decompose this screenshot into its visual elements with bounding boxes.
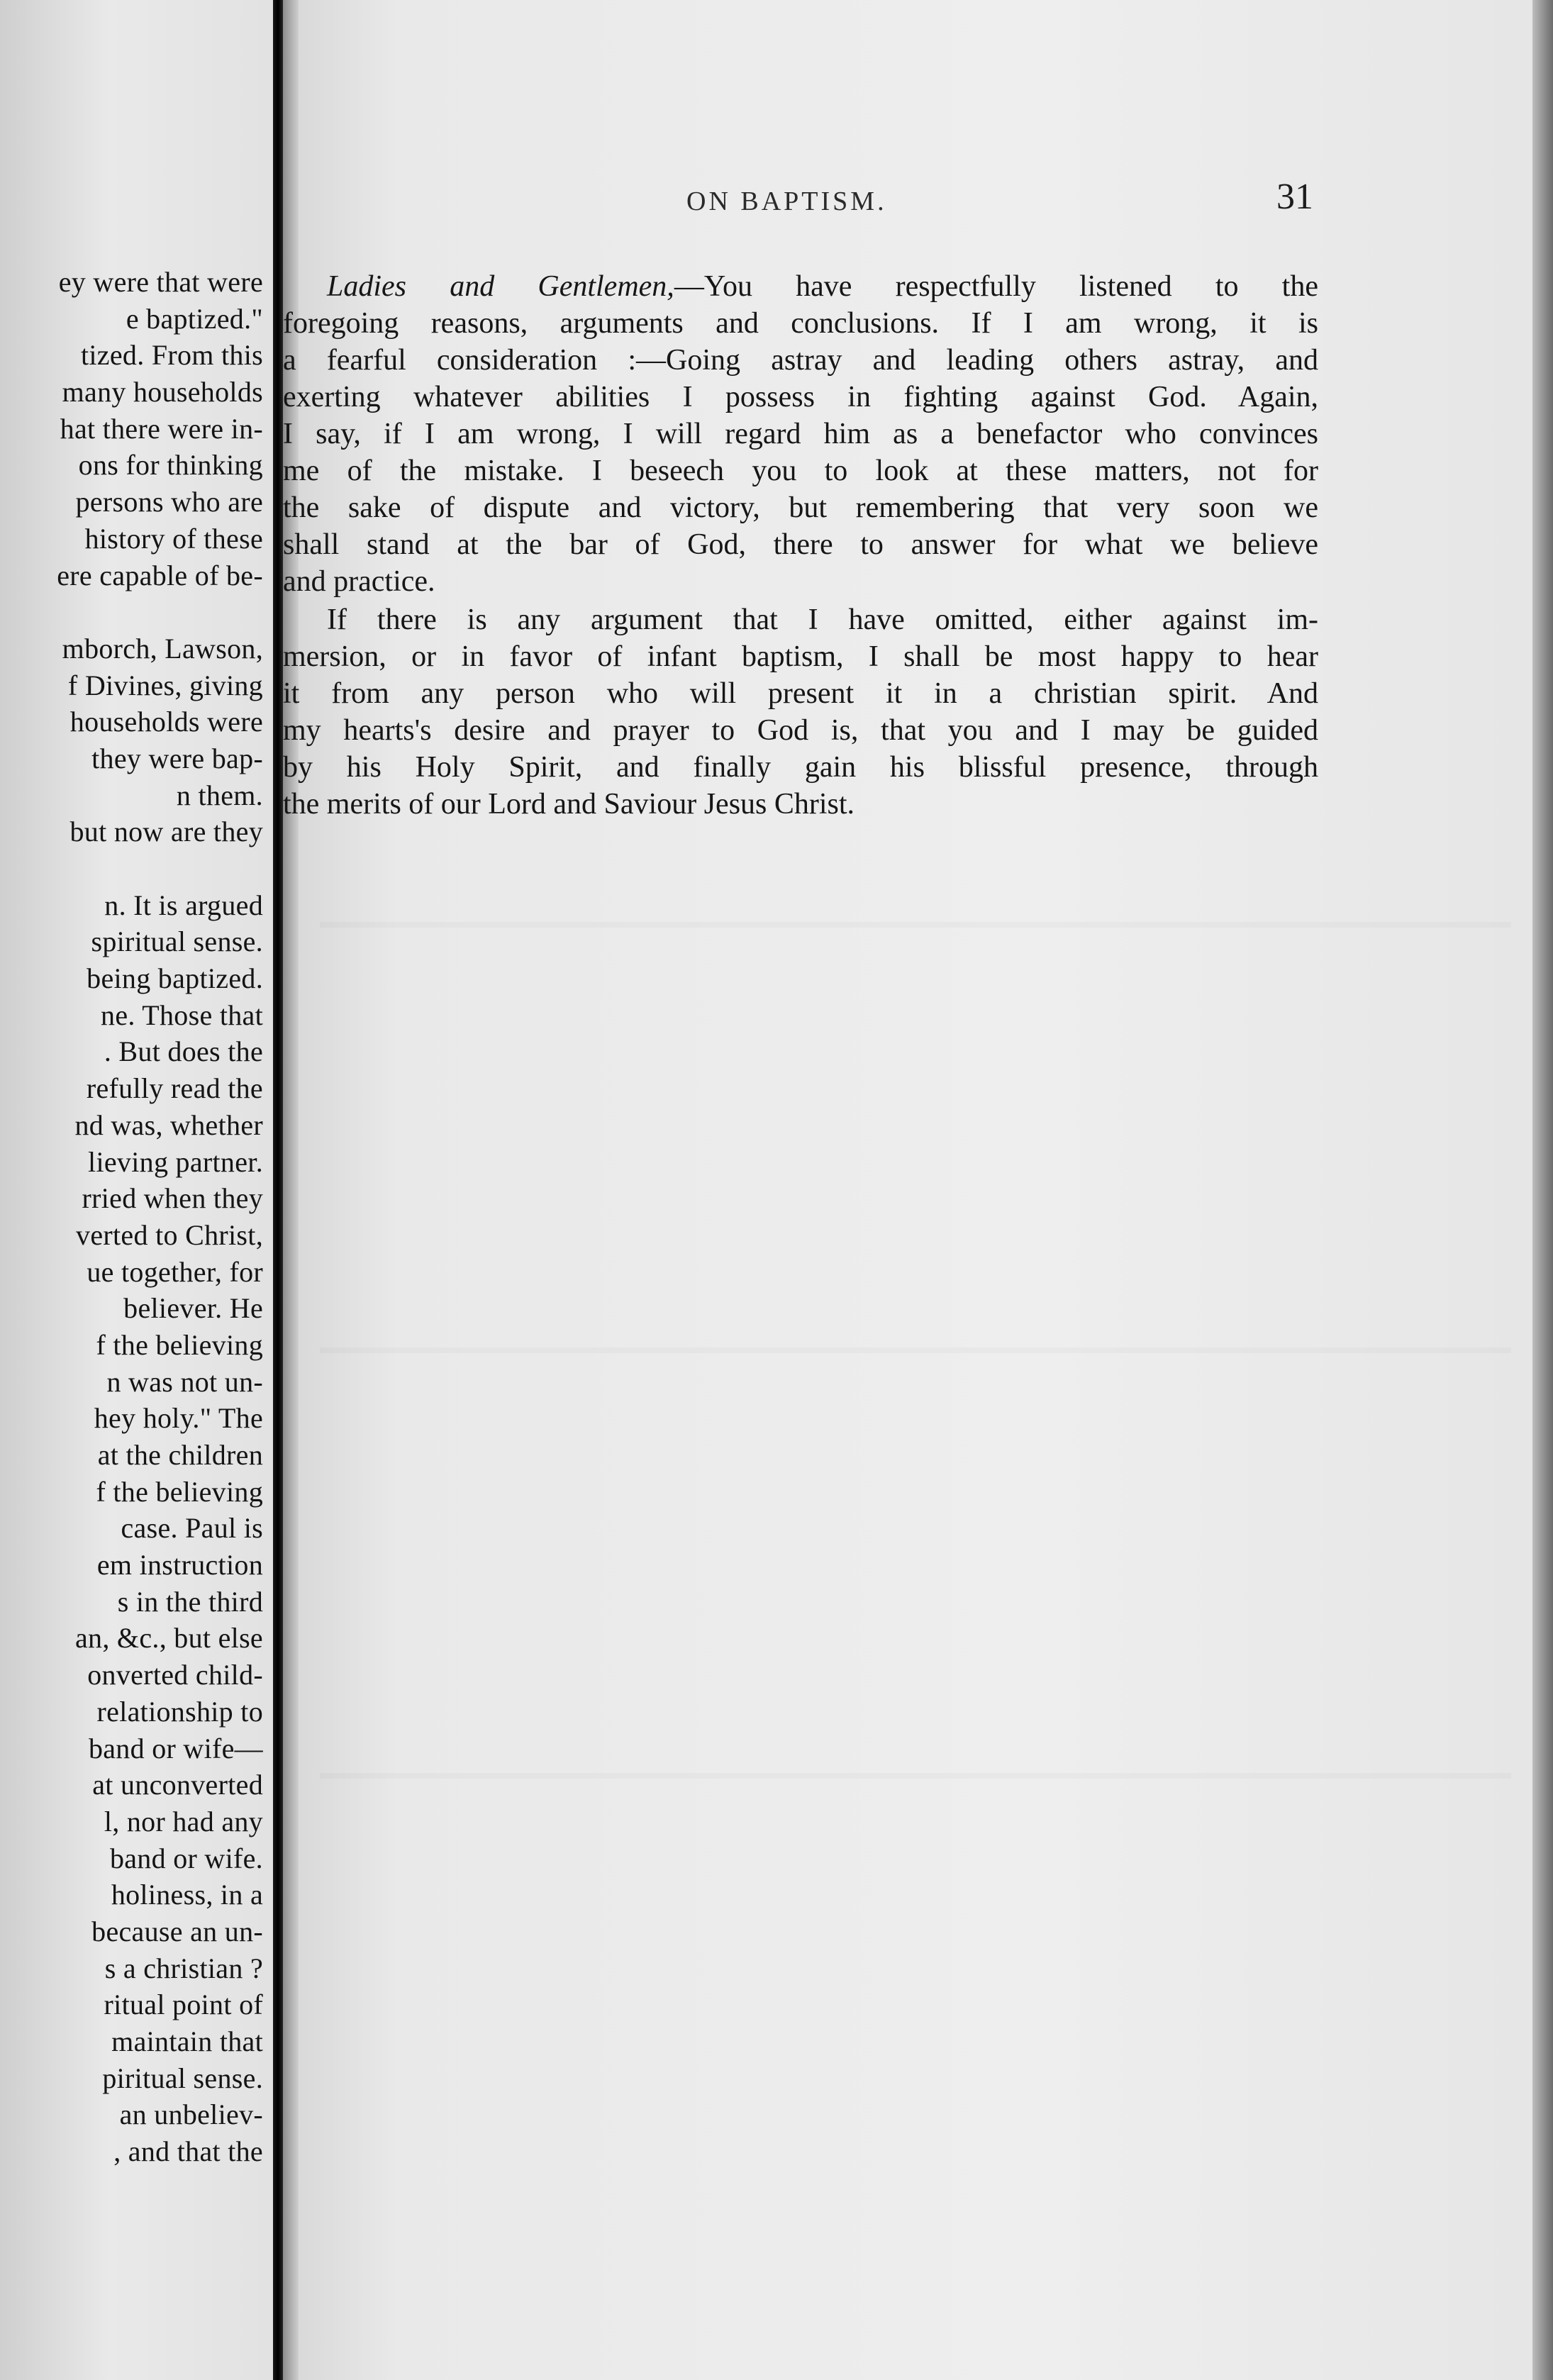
left-page-line: households were [69, 706, 263, 738]
left-page-line: ue together, for [87, 1255, 263, 1288]
text-line [283, 268, 1318, 305]
text-line: the sake of dispute and victory, but remembering that very soon we [283, 491, 1318, 524]
book-gutter [273, 0, 283, 2380]
left-page-line: lieving partner. [88, 1145, 263, 1178]
left-page-line [8, 850, 263, 887]
paragraph-2 [283, 601, 1318, 823]
text-line: foregoing reasons, arguments and conclusions. If I am wrong, it is [283, 307, 1318, 340]
left-page-line: an, &c., but else [74, 1622, 263, 1655]
left-page-line: f the believing [96, 1475, 263, 1508]
left-page-line: e baptized." [126, 302, 263, 335]
paragraph-1 [283, 268, 1318, 600]
left-page-line: piritual sense. [102, 2062, 263, 2094]
left-page-line: mborch, Lawson, [62, 632, 263, 664]
left-page-line: believer. He [123, 1292, 263, 1325]
left-page-line: ere capable of be- [57, 559, 263, 591]
left-page-line: ne. Those that [101, 999, 263, 1031]
text-line: a fearful consideration :—Going astray and leading others astray, and [283, 344, 1318, 377]
left-page-line: because an un- [91, 1915, 263, 1947]
left-page-line: an unbeliev- [119, 2098, 263, 2131]
left-page-line: at unconverted [92, 1769, 263, 1801]
left-page-line: case. Paul is [121, 1512, 263, 1545]
left-page-line [8, 594, 263, 630]
left-page-line: persons who are [75, 486, 263, 518]
running-head: ON BAPTISM. [686, 187, 887, 216]
left-page-fragment [0, 0, 273, 2380]
salutation: Ladies and Gentlemen, [327, 270, 674, 303]
text-line: and practice. [283, 565, 435, 598]
left-page-line: ons for thinking [78, 449, 263, 482]
text-line-content: —You have respectfully listened to the [674, 270, 1318, 303]
text-line: mersion, or in favor of infant baptism, I shall be most happy to hear [283, 640, 1318, 673]
left-page-line: ritual point of [104, 1989, 263, 2021]
body-text [283, 268, 1318, 823]
left-page-line: history of these [84, 522, 263, 555]
left-page-line: n. It is argued [104, 889, 263, 921]
left-page-line: band or wife— [88, 1732, 263, 1764]
text-line: it from any person who will present it in a christian spirit. And [283, 677, 1318, 710]
left-page-line: but now are they [69, 816, 263, 848]
left-page-line: , and that the [113, 2135, 263, 2168]
text-line: me of the mistake. I beseech you to look at these matters, not for [283, 455, 1318, 487]
bleed-through-texture [320, 1347, 1511, 1353]
left-page-text [8, 264, 263, 2170]
left-page-line: being baptized. [87, 962, 263, 995]
left-page-line: ey were that were [58, 266, 263, 298]
bleed-through-texture [320, 1773, 1511, 1779]
left-page-line: nd was, whether [74, 1108, 263, 1141]
left-page-line: holiness, in a [111, 1879, 263, 1911]
left-page-line: f Divines, giving [67, 669, 263, 701]
right-page [283, 0, 1532, 2380]
left-page-line: spiritual sense. [91, 925, 263, 958]
text-line: shall stand at the bar of God, there to answer for what we believe [283, 528, 1318, 561]
page-number: 31 [1276, 177, 1313, 217]
text-line: by his Holy Spirit, and finally gain his blissful presence, through [283, 751, 1318, 784]
left-page-line: relationship to [96, 1695, 263, 1728]
left-page-line: maintain that [111, 2025, 263, 2057]
left-page-line: em instruction [96, 1549, 263, 1581]
left-page-line: hat there were in- [60, 412, 263, 445]
left-page-line: f the believing [96, 1328, 263, 1361]
text-line: exerting whatever abilities I possess in fighting against God. Again, [283, 381, 1318, 413]
left-page-line: l, nor had any [104, 1805, 263, 1837]
left-page-line: refully read the [86, 1072, 263, 1105]
left-page-line: s a christian ? [104, 1952, 263, 1984]
left-page-line: at the children [97, 1439, 263, 1471]
left-page-line: hey holy." The [94, 1402, 263, 1435]
left-page-line: . But does the [104, 1035, 263, 1068]
text-line: my hearts's desire and prayer to God is, that you and I may be guided [283, 714, 1318, 747]
left-page-line: n was not un- [106, 1365, 263, 1398]
left-page-line: many households [62, 376, 263, 408]
left-page-line: band or wife. [109, 1842, 263, 1874]
page-edge-shadow [1532, 0, 1553, 2380]
left-page-line: onverted child- [87, 1659, 263, 1691]
text-line: I say, if I am wrong, I will regard him as a benefactor who convinces [283, 418, 1318, 450]
left-page-line: tized. From this [80, 339, 263, 372]
left-page-line: rried when they [82, 1182, 263, 1215]
left-page-line: n them. [176, 779, 263, 811]
text-line: the merits of our Lord and Saviour Jesus Christ. [283, 788, 855, 821]
bleed-through-texture [320, 922, 1511, 928]
text-line: If there is any argument that I have omitted, either against im- [327, 604, 1318, 636]
left-page-line: they were bap- [91, 742, 263, 774]
left-page-line: verted to Christ, [76, 1218, 263, 1251]
left-page-line: s in the third [117, 1585, 263, 1618]
